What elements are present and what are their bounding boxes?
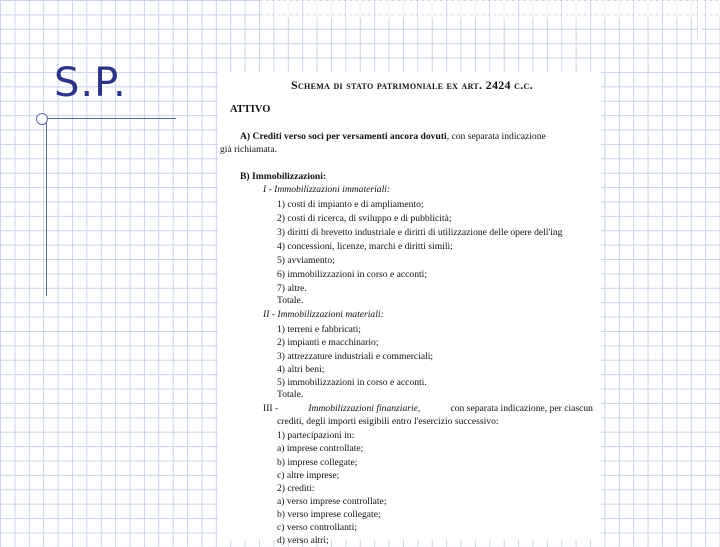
group-immateriali-title: I - Immobilizzazioni immateriali: <box>263 184 391 195</box>
list-item: 2) costi di ricerca, di sviluppo e di pubblicità; <box>277 213 452 224</box>
list-item-total: Totale. <box>277 389 304 400</box>
list-item: d) verso altri; <box>277 535 329 546</box>
title-vertical-rule <box>46 118 47 296</box>
list-item: 4) altri beni; <box>277 364 325 375</box>
list-item: 5) immobilizzazioni in corso e acconti. <box>277 377 427 388</box>
list-item: 7) altre. <box>277 283 307 294</box>
list-item: b) verso imprese collegate; <box>277 509 381 520</box>
list-item: 1) partecipazioni in: <box>277 430 355 441</box>
section-a <box>220 130 546 157</box>
list-item: b) imprese collegate; <box>277 457 358 468</box>
faint-header-band <box>262 0 720 18</box>
group-finanziarie-title: III - Immobilizzazioni finanziarie, con separata indicazione, per ciascun <box>263 403 593 414</box>
faint-edge-mark <box>697 0 702 40</box>
group-materiali-title: II - Immobilizzazioni materiali: <box>263 309 384 320</box>
list-item: a) verso imprese controllate; <box>277 496 387 507</box>
list-item: 5) avviamento; <box>277 255 335 266</box>
title-underline <box>40 118 176 119</box>
document-scan <box>218 72 601 546</box>
list-item: 2) impianti e macchinario; <box>277 337 379 348</box>
list-item: c) altre imprese; <box>277 470 340 481</box>
list-item: 4) concessioni, licenze, marchi e diritti simili; <box>277 241 453 252</box>
section-a-label: A) Crediti verso soci per versamenti ancora dovuti <box>240 131 447 142</box>
rule-corner-circle <box>36 113 48 125</box>
list-item: 2) crediti: <box>277 483 315 494</box>
list-item: c) verso controllanti; <box>277 522 357 533</box>
section-a-rest: , con separata indicazione <box>446 131 546 142</box>
section-b-label: B) Immobilizzazioni: <box>240 171 327 182</box>
list-item: 6) immobilizzazioni in corso e acconti; <box>277 269 427 280</box>
list-item: 3) diritti di brevetto industriale e diritti di utilizzazione delle opere dell'ing <box>277 227 563 238</box>
section-heading-attivo: ATTIVO <box>230 104 271 115</box>
list-item: 3) attrezzature industriali e commerciali; <box>277 351 434 362</box>
document-title: Schema di stato patrimoniale ex art. 2424 c.c. <box>291 78 533 92</box>
group-finanziarie-title-line2: crediti, degli importi esigibili entro l'esercizio successivo: <box>277 416 499 427</box>
list-item-total: Totale. <box>277 295 304 306</box>
list-item: 1) terreni e fabbricati; <box>277 324 361 335</box>
section-a-line2: già richiamata. <box>220 144 278 156</box>
list-item: a) imprese controllate; <box>277 443 364 454</box>
list-item: 1) costi di impianto e di ampliamento; <box>277 199 424 210</box>
slide-title: S.P. <box>54 60 127 106</box>
